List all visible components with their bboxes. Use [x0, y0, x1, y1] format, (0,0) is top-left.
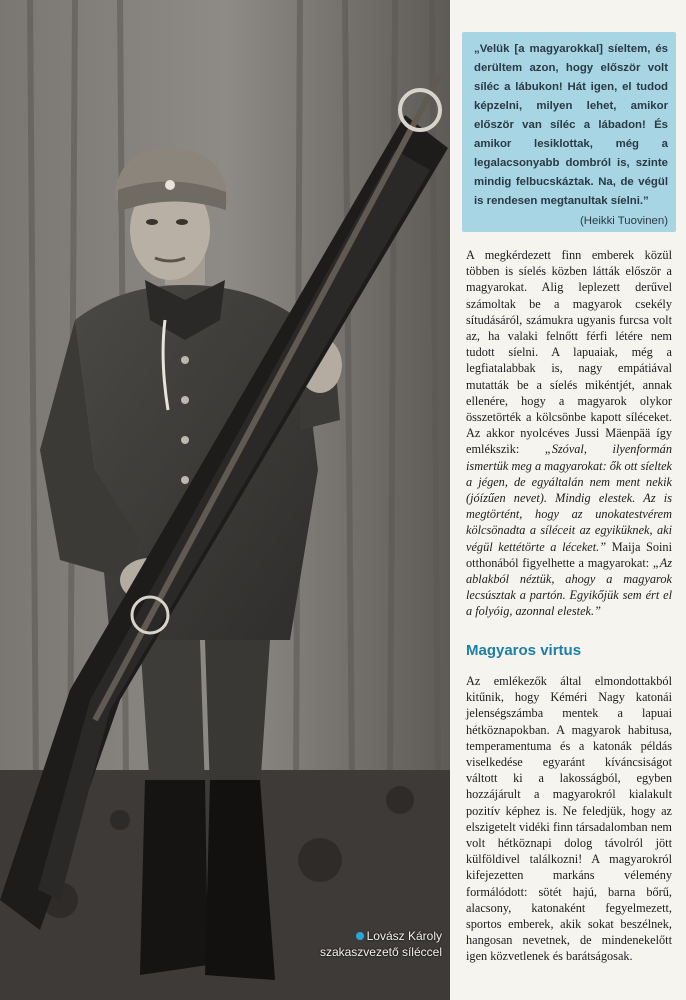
- pull-quote-author: (Heikki Tuovinen): [580, 215, 668, 227]
- article-paragraph-2: Az emlékezők által elmondottakból kitűnik, hogy Kéméri Nagy katonái jelenségszámba mentek a lapuai hétköznapokban. A magyarok habitusa, temperamentuma és a katonák példás viselkedése egyaránt kíváncsiságot váltott ki a lakosságból, egyben hozzájárult a magyarokról kialakult pozitív képhez is. Ne feledjük, hogy az elszigetelt vidéki finn társadalomban nem volt hétköznapi dolog távolról jött külföldivel találkozni! A magyarokról kifejezetten markáns vélemény formálódott: sötét hajú, barna bőrű, alacsony, katonaként fegyelmezett, sportos emberek, akik sokat beszélnek, hangosan nevetnek, de mindenekelőtt igen közvetlenek és barátságosak.: [466, 674, 672, 964]
- paragraph-1-quote-1: „Szóval, ilyenformán ismertük meg a magyarokat: ők ott síeltek a jégen, de egyáltalán nem ment nekik (jóízűen nevet). Mindig elestek. Az is megtörtént, hogy az unokatestvérem kölcsönadta a síléceit az egyiküknek, aki végül kettétörte a léceket.”: [466, 442, 672, 554]
- article-paragraph-1: [466, 247, 672, 620]
- photo-caption: [242, 928, 442, 960]
- section-heading: Magyaros virtus: [466, 642, 582, 659]
- pull-quote-box: [462, 32, 676, 232]
- pull-quote-text: „Velük [a magyarokkal] síeltem, és derültem azon, hogy először volt síléc a lábukon! Hát igen, el tudod képzelni, milyen lehet, amikor először van síléc a lábadon! És amikor lesiklottak, még a legalacsonyabb dombról is, szinte mindig felbucskáztak. Na, de végül is rendesen megtanultak síelni.”: [474, 43, 668, 207]
- paragraph-1-middle: Maija Soini otthonából figyelhette a magyarokat:: [466, 539, 672, 570]
- article-column: [450, 0, 686, 1000]
- paragraph-1-quote-2: „Az ablakból néztük, ahogy a magyarok lecsúsztak a partón. Egyikőjük sem ért el a folyóig, azonnal elestek.”: [466, 555, 672, 619]
- caption-name: Lovász Károly: [366, 929, 442, 943]
- caption-bullet-icon: [356, 932, 364, 940]
- caption-description: szakaszvezető síléccel: [319, 945, 442, 959]
- paragraph-1-intro: A megkérdezett finn emberek közül többen is síelés közben látták először a magyarokat. Alig leplezett derűvel számoltak be a magyarok csekély sítudásáról, számukra ugyanis furcsa volt az, ha valaki felnőtt férfi létére nem tudott síelni. A lapuaiak, még a legfiatalabbak is, nagy empátiával mutatták be a síelés mikéntjét, annak ellenére, hogy a magyarok olykor összetörték a kölcsönbe kapott síléceket. Az akkor nyolcéves Jussi Mäenpää így emlékszik:: [466, 248, 672, 457]
